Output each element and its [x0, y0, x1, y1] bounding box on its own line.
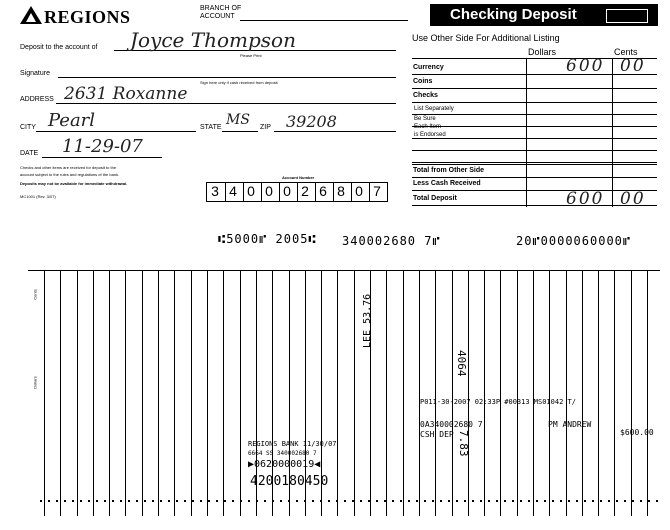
baseline-tick [544, 500, 546, 502]
sign-here-note: Sign here only if cash received from deposit [200, 80, 278, 85]
listing-column-line [223, 270, 224, 516]
listing-column-line [484, 270, 485, 516]
checks-line-4 [412, 150, 657, 151]
baseline-tick [168, 500, 170, 502]
listing-column-line [403, 270, 404, 516]
total-cents[interactable]: 00 [620, 189, 646, 209]
date-value[interactable]: 11-29-07 [62, 136, 143, 157]
state-rule [222, 131, 258, 132]
branch-rule [240, 20, 408, 21]
baseline-tick [624, 500, 626, 502]
baseline-tick [504, 500, 506, 502]
regions-logo [20, 4, 160, 30]
disclaimer-line-2: account subject to the rules and regulations of the bank. [20, 172, 120, 177]
be-sure-note: Be Sure [414, 116, 436, 122]
baseline-tick [104, 500, 106, 502]
baseline-tick [640, 500, 642, 502]
baseline-tick [192, 500, 194, 502]
total-dollars[interactable]: 600 [566, 189, 605, 209]
signature-label: Signature [20, 70, 50, 77]
baseline-tick [40, 500, 42, 502]
baseline-tick [216, 500, 218, 502]
baseline-tick [480, 500, 482, 502]
baseline-tick [64, 500, 66, 502]
form-title-bar [430, 4, 658, 26]
listing-column-line [631, 270, 632, 516]
baseline-tick [448, 500, 450, 502]
checks-label: Checks [413, 92, 438, 99]
listing-column-line [44, 270, 45, 516]
baseline-tick [496, 500, 498, 502]
listing-column-line [386, 270, 387, 516]
state-value[interactable]: MS [226, 112, 250, 128]
account-digit: 3 [211, 183, 219, 199]
baseline-tick [208, 500, 210, 502]
teller-stamp-line-1: P011-30-2007 02:33P #00313 MS01042 T/ [420, 398, 576, 406]
baseline-tick [336, 500, 338, 502]
baseline-tick [392, 500, 394, 502]
account-digit: 0 [355, 183, 363, 199]
baseline-tick [272, 500, 274, 502]
baseline-tick [536, 500, 538, 502]
total-deposit-label: Total Deposit [413, 195, 457, 202]
city-label: CITY [20, 124, 36, 131]
account-label: ACCOUNT [200, 13, 235, 20]
micr-account: 340002680 7⑈ [342, 234, 441, 248]
baseline-tick [128, 500, 130, 502]
baseline-tick [112, 500, 114, 502]
account-digit: 2 [301, 183, 309, 199]
depositor-name[interactable]: Joyce Thompson [130, 28, 296, 52]
account-digit: 8 [337, 183, 345, 199]
list-separately-note: List Separately [414, 106, 454, 112]
checks-row[interactable] [412, 90, 657, 103]
zip-label: ZIP [260, 124, 271, 131]
listing-column-line [549, 270, 550, 516]
baseline-tick [424, 500, 426, 502]
baseline-tick [584, 500, 586, 502]
baseline-tick [648, 500, 650, 502]
baseline-tick [160, 500, 162, 502]
baseline-tick [80, 500, 82, 502]
listing-column-line [142, 270, 143, 516]
baseline-tick [96, 500, 98, 502]
disclaimer-line-1: Checks and other items are received for deposit to the [20, 165, 117, 170]
listing-column-line [582, 270, 583, 516]
state-label: STATE [200, 124, 222, 131]
please-print-note: Please Print [240, 53, 262, 58]
cents-header: Cents [614, 47, 638, 57]
dollars-side-label: Dollars [32, 376, 38, 389]
listing-column-line [354, 270, 355, 516]
listing-column-line [240, 270, 241, 516]
baseline-tick [136, 500, 138, 502]
checks-line-1 [412, 114, 657, 115]
total-other-side-row[interactable] [412, 164, 657, 178]
address-label: ADDRESS [20, 96, 54, 103]
bank-name: REGIONS [44, 7, 131, 27]
baseline-tick [304, 500, 306, 502]
listing-column-line [207, 270, 208, 516]
bank-stamp-line-1: REGIONS BANK 11/30/07 [248, 440, 337, 448]
dollars-header: Dollars [528, 47, 557, 57]
date-label: DATE [20, 150, 39, 157]
baseline-tick [656, 500, 658, 502]
listing-column-line [452, 270, 453, 516]
baseline-tick [408, 500, 410, 502]
baseline-tick [176, 500, 178, 502]
listing-column-line [337, 270, 338, 516]
currency-dollars[interactable]: 600 [566, 56, 605, 76]
baseline-tick [360, 500, 362, 502]
checks-line-3 [412, 138, 657, 139]
baseline-tick [88, 500, 90, 502]
baseline-tick [472, 500, 474, 502]
date-rule [42, 157, 162, 158]
baseline-tick [608, 500, 610, 502]
listing-column-line [598, 270, 599, 516]
listing-column-line [614, 270, 615, 516]
teller-amount: $600.00 [620, 428, 654, 437]
triangle-logo-icon [20, 6, 42, 24]
total-other-side-label: Total from Other Side [413, 167, 485, 174]
account-digit: 0 [283, 183, 291, 199]
checks-line-5 [412, 162, 657, 163]
bank-stamp-line-4: 4200180450 [250, 474, 329, 489]
account-number-boxes[interactable] [206, 182, 388, 202]
baseline-tick [200, 500, 202, 502]
form-code: MC1001 (Rev. 3/07) [20, 194, 56, 199]
listing-column-line [191, 270, 192, 516]
account-digit: 0 [247, 183, 255, 199]
listing-column-line [93, 270, 94, 516]
baseline-tick [560, 500, 562, 502]
account-digit: 0 [265, 183, 273, 199]
listing-column-line [647, 270, 648, 516]
zip-rule [274, 131, 396, 132]
listing-column-line [500, 270, 501, 516]
baseline-tick [256, 500, 258, 502]
bank-stamp-line-3: ▶0620000019◀ [248, 459, 321, 470]
zip-value[interactable]: 39208 [286, 112, 337, 131]
baseline-tick [120, 500, 122, 502]
baseline-tick [296, 500, 298, 502]
listing-column-line [566, 270, 567, 516]
baseline-tick [56, 500, 58, 502]
listing-column-line [533, 270, 534, 516]
baseline-tick [600, 500, 602, 502]
coins-row[interactable] [412, 76, 657, 89]
listing-column-line [158, 270, 159, 516]
baseline-tick [184, 500, 186, 502]
baseline-tick [528, 500, 530, 502]
address-value[interactable]: 2631 Roxanne [64, 84, 188, 104]
baseline-tick [592, 500, 594, 502]
baseline-tick [288, 500, 290, 502]
baseline-tick [440, 500, 442, 502]
listing-column-line [517, 270, 518, 516]
deposit-to-label: Deposit to the account of [20, 44, 98, 51]
currency-cents[interactable]: 00 [620, 56, 646, 76]
listing-column-line [125, 270, 126, 516]
baseline-tick [400, 500, 402, 502]
baseline-tick [432, 500, 434, 502]
signature-rule [58, 77, 396, 78]
account-number-label: Account Number [282, 175, 315, 180]
baseline-tick [280, 500, 282, 502]
baseline-tick [368, 500, 370, 502]
baseline-tick [312, 500, 314, 502]
teller-stamp-line-2: 0A340002680 7 [420, 420, 483, 429]
baseline-tick [344, 500, 346, 502]
baseline-tick [376, 500, 378, 502]
currency-label: Currency [413, 64, 444, 71]
city-rule [36, 131, 196, 132]
baseline-tick [576, 500, 578, 502]
form-title: Checking Deposit [450, 6, 577, 23]
vertical-amount-3: LEE 53.76 [362, 293, 373, 348]
account-digit: 7 [373, 183, 381, 199]
baseline-tick [384, 500, 386, 502]
baseline-tick [248, 500, 250, 502]
baseline-tick [144, 500, 146, 502]
vertical-amount-1: 4064 [455, 350, 468, 377]
branch-label: BRANCH OF [200, 5, 242, 12]
baseline-tick [232, 500, 234, 502]
baseline-tick [616, 500, 618, 502]
baseline-tick [512, 500, 514, 502]
listing-column-line [419, 270, 420, 516]
baseline-tick [568, 500, 570, 502]
baseline-tick [320, 500, 322, 502]
disclaimer-line-3: Deposits may not be available for immediate withdrawal. [20, 181, 128, 186]
endorsed-note: is Endorsed [414, 132, 446, 138]
city-value[interactable]: Pearl [48, 110, 96, 131]
checks-line-2 [412, 126, 657, 127]
micr-routing: ⑆5000⑈ 2005⑆ [218, 232, 317, 246]
coins-label: Coins [413, 78, 433, 85]
account-digit: 6 [319, 183, 327, 199]
baseline-tick [152, 500, 154, 502]
back-side-panel [0, 262, 670, 530]
baseline-tick [264, 500, 266, 502]
vertical-amount-2: 7.83 [457, 430, 470, 457]
baseline-tick [72, 500, 74, 502]
each-item-note: Each Item [414, 124, 442, 130]
baseline-tick [520, 500, 522, 502]
listing-column-line [435, 270, 436, 516]
teller-name: PM ANDREW [548, 420, 592, 429]
baseline-tick [456, 500, 458, 502]
baseline-tick [488, 500, 490, 502]
baseline-tick [464, 500, 466, 502]
listing-column-line [174, 270, 175, 516]
baseline-tick [416, 500, 418, 502]
baseline-tick [552, 500, 554, 502]
listing-column-line [60, 270, 61, 516]
title-stamp-box [606, 9, 648, 23]
listing-column-line [468, 270, 469, 516]
listing-column-line [109, 270, 110, 516]
baseline-tick [240, 500, 242, 502]
baseline-tick [352, 500, 354, 502]
listing-column-line [77, 270, 78, 516]
cents-side-label: Cents [32, 289, 38, 300]
baseline-tick [224, 500, 226, 502]
baseline-tick [328, 500, 330, 502]
teller-stamp-line-3: CSH DEP [420, 430, 454, 439]
baseline-tick [632, 500, 634, 502]
account-digit: 4 [229, 183, 237, 199]
micr-amount: 20⑈0000060000⑈ [516, 234, 632, 248]
other-side-note: Use Other Side For Additional Listing [412, 33, 560, 43]
bank-stamp-line-2: 6664 SS 340002680 7 [248, 450, 317, 457]
less-cash-label: Less Cash Received [413, 180, 481, 187]
baseline-tick [48, 500, 50, 502]
